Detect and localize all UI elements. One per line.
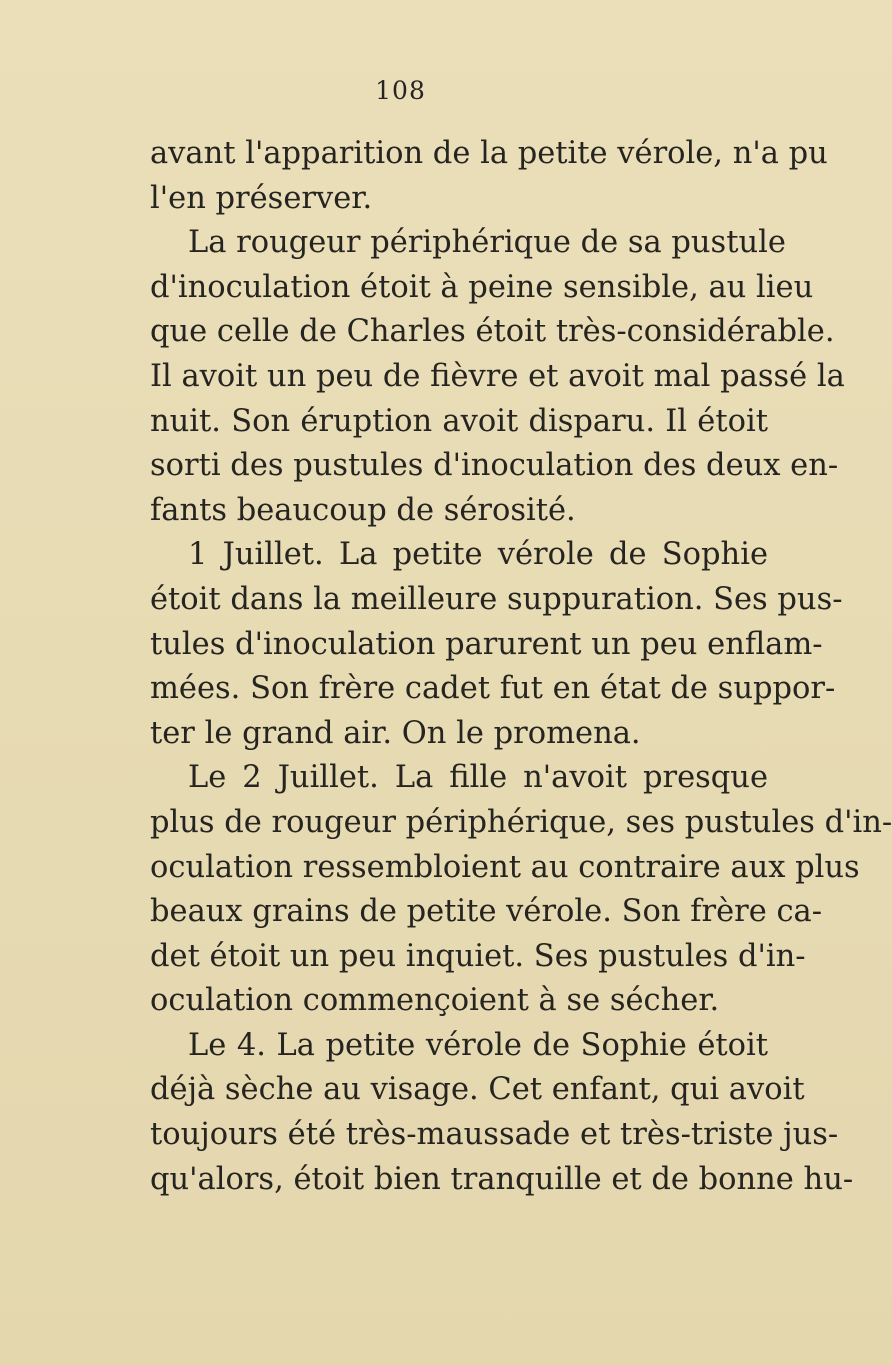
text-line: nuit. Son éruption avoit disparu. Il étoit bbox=[150, 403, 768, 439]
text-line: beaux grains de petite vérole. Son frère ca- bbox=[150, 894, 823, 930]
text-line: Il avoit un peu de fièvre et avoit mal passé la bbox=[150, 358, 845, 394]
text-line: qu'alors, étoit bien tranquille et de bonne hu- bbox=[150, 1161, 854, 1197]
text-line: déjà sèche au visage. Cet enfant, qui avoit bbox=[150, 1072, 805, 1108]
text-line: avant l'apparition de la petite vérole, n'a pu bbox=[150, 136, 828, 171]
text-line: oculation commençoient à se sécher. bbox=[150, 983, 720, 1019]
text-line: 1 Juillet. La petite vérole de Sophie bbox=[188, 537, 768, 573]
page-number: 108 bbox=[375, 76, 426, 105]
text-line: det étoit un peu inquiet. Ses pustules d'in- bbox=[150, 938, 806, 974]
text-line: que celle de Charles étoit très-considérable. bbox=[150, 314, 835, 350]
text-line: Le 2 Juillet. La fille n'avoit presque bbox=[188, 760, 768, 796]
text-line: ter le grand air. On le promena. bbox=[150, 715, 641, 751]
body-text bbox=[150, 132, 892, 1202]
text-line: d'inoculation étoit à peine sensible, au lieu bbox=[150, 269, 814, 305]
text-line: La rougeur périphérique de sa pustule bbox=[188, 225, 786, 261]
text-line: Le 4. La petite vérole de Sophie étoit bbox=[188, 1027, 768, 1063]
text-line: plus de rougeur périphérique, ses pustules d'in- bbox=[150, 804, 892, 840]
text-line: tules d'inoculation parurent un peu enflam- bbox=[150, 626, 823, 662]
text-line: sorti des pustules d'inoculation des deux en- bbox=[150, 448, 839, 484]
text-line: étoit dans la meilleure suppuration. Ses pus- bbox=[150, 581, 843, 617]
text-line: l'en préserver. bbox=[150, 180, 373, 216]
text-line: toujours été très-maussade et très-triste jus- bbox=[150, 1117, 839, 1153]
text-line: oculation ressembloient au contraire aux plus bbox=[150, 849, 860, 885]
text-line: mées. Son frère cadet fut en état de suppor- bbox=[150, 671, 836, 707]
text-line: fants beaucoup de sérosité. bbox=[150, 492, 576, 528]
